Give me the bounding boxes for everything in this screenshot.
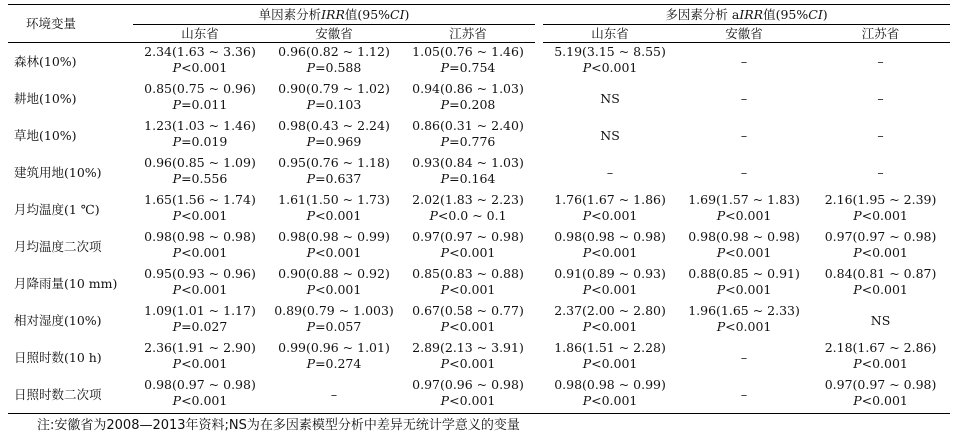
cell-p-value: P<0.001	[853, 393, 908, 408]
table-row	[8, 154, 950, 191]
table-cell	[133, 376, 267, 414]
cell-p-value: P=0.103	[306, 97, 362, 112]
cell-estimate: –	[330, 386, 338, 402]
table-row	[8, 117, 950, 154]
cell-p-value: P=0.027	[172, 319, 228, 334]
table-cell	[133, 265, 267, 302]
table-cell	[811, 376, 950, 414]
table-cell	[267, 191, 401, 228]
cell-p-value: P<0.001	[172, 208, 228, 223]
cell-p-value: P<0.001	[582, 208, 638, 223]
table-cell	[267, 265, 401, 302]
table-cell	[677, 339, 811, 376]
table-cell	[401, 43, 535, 81]
results-table	[8, 4, 950, 414]
cell-p-value: P<0.001	[582, 356, 638, 371]
cell-estimate: –	[740, 127, 748, 143]
table-cell	[677, 191, 811, 228]
cell-estimate: 2.02(1.83 ~ 2.23)	[412, 192, 524, 207]
column-gap	[535, 302, 543, 339]
cell-estimate: 2.89(2.13 ~ 3.91)	[412, 340, 524, 355]
table-cell	[811, 302, 950, 339]
table-cell	[543, 228, 677, 265]
cell-p-value: P<0.001	[440, 245, 496, 260]
cell-estimate: 0.85(0.83 ~ 0.88)	[412, 266, 524, 281]
table-cell	[543, 80, 677, 117]
cell-estimate: NS	[600, 127, 620, 143]
cell-p-value: P<0.001	[306, 245, 362, 260]
cell-p-value: P=0.274	[306, 356, 362, 371]
cell-p-value: P<0.001	[716, 319, 772, 334]
table-cell	[133, 339, 267, 376]
cell-estimate: –	[740, 349, 748, 365]
column-gap	[535, 154, 543, 191]
cell-estimate: 5.19(3.15 ~ 8.55)	[554, 44, 666, 59]
cell-estimate: 0.90(0.79 ~ 1.02)	[278, 81, 390, 96]
cell-estimate: –	[877, 90, 884, 106]
table-cell	[133, 191, 267, 228]
table-cell	[401, 154, 535, 191]
table-row	[8, 376, 950, 414]
cell-estimate: 2.16(1.95 ~ 2.39)	[824, 192, 937, 207]
cell-p-value: P<0.001	[172, 245, 228, 260]
cell-estimate: 1.23(1.03 ~ 1.46)	[144, 118, 256, 133]
table-cell	[811, 117, 950, 154]
table-row	[8, 80, 950, 117]
cell-p-value: P<0.001	[853, 282, 908, 297]
cell-p-value: P=0.754	[440, 60, 496, 75]
cell-p-value: P<0.001	[716, 245, 772, 260]
cell-estimate: 0.89(0.79 ~ 1.003)	[274, 303, 394, 318]
cell-estimate: 0.88(0.85 ~ 0.91)	[688, 266, 800, 281]
header-province: 安徽省	[677, 25, 811, 43]
row-label: 月均温度二次项	[14, 238, 102, 254]
cell-estimate: 2.36(1.91 ~ 2.90)	[144, 340, 256, 355]
row-label: 相对湿度(10%)	[14, 312, 102, 328]
cell-p-value: P<0.001	[172, 60, 228, 75]
table-cell	[543, 154, 677, 191]
table-cell	[543, 302, 677, 339]
cell-estimate: 1.05(0.76 ~ 1.46)	[412, 44, 524, 59]
cell-estimate: 0.95(0.76 ~ 1.18)	[278, 155, 390, 170]
cell-estimate: 0.98(0.98 ~ 0.99)	[278, 229, 390, 244]
cell-p-value: P<0.001	[306, 282, 362, 297]
table-cell	[133, 43, 267, 81]
table-cell	[401, 376, 535, 414]
cell-estimate: 1.61(1.50 ~ 1.73)	[278, 192, 390, 207]
cell-p-value: P<0.001	[306, 208, 362, 223]
table-row	[8, 339, 950, 376]
header-row-provinces	[8, 25, 950, 43]
cell-estimate: 0.97(0.97 ~ 0.98)	[824, 377, 937, 392]
cell-estimate: –	[740, 164, 748, 180]
row-label: 草地(10%)	[14, 127, 77, 143]
cell-p-value: P<0.001	[582, 245, 638, 260]
table-cell	[267, 302, 401, 339]
table-footnote: 注:安徽省为2008—2013年资料;NS为在多因素模型分析中差异无统计学意义的变量	[37, 418, 520, 433]
table-cell	[401, 191, 535, 228]
table-cell	[677, 302, 811, 339]
column-gap	[535, 228, 543, 265]
table-cell	[677, 117, 811, 154]
table-cell	[133, 302, 267, 339]
cell-estimate: 0.97(0.96 ~ 0.98)	[412, 377, 524, 392]
row-label: 建筑用地(10%)	[14, 164, 102, 180]
cell-estimate: 0.67(0.58 ~ 0.77)	[412, 303, 524, 318]
column-gap	[535, 265, 543, 302]
table-cell	[811, 154, 950, 191]
table-cell	[133, 154, 267, 191]
cell-estimate: 0.85(0.75 ~ 0.96)	[144, 81, 256, 96]
cell-estimate: 2.18(1.67 ~ 2.86)	[824, 340, 937, 355]
table-cell	[677, 80, 811, 117]
cell-estimate: 0.98(0.98 ~ 0.98)	[554, 229, 666, 244]
table-cell	[677, 265, 811, 302]
table-cell	[543, 265, 677, 302]
cell-estimate: NS	[600, 90, 620, 106]
table-cell	[543, 43, 677, 81]
cell-p-value: P<0.001	[172, 393, 228, 408]
cell-estimate: 0.98(0.43 ~ 2.24)	[278, 118, 390, 133]
cell-p-value: P<0.001	[853, 208, 908, 223]
table-row	[8, 302, 950, 339]
table-cell	[811, 228, 950, 265]
table-cell	[401, 117, 535, 154]
table-cell	[811, 265, 950, 302]
header-province: 山东省	[543, 25, 677, 43]
header-province: 安徽省	[267, 25, 401, 43]
cell-estimate: 0.96(0.85 ~ 1.09)	[144, 155, 256, 170]
table-row	[8, 265, 950, 302]
table-cell	[811, 43, 950, 81]
table-cell	[677, 228, 811, 265]
table-row	[8, 191, 950, 228]
table-row	[8, 228, 950, 265]
cell-estimate: 0.91(0.89 ~ 0.93)	[554, 266, 666, 281]
row-label: 日照时数二次项	[8, 376, 133, 414]
row-label: 耕地(10%)	[14, 90, 77, 106]
cell-estimate: 1.96(1.65 ~ 2.33)	[688, 303, 800, 318]
cell-estimate: 1.76(1.67 ~ 1.86)	[554, 192, 666, 207]
cell-estimate: 1.09(1.01 ~ 1.17)	[144, 303, 256, 318]
header-multivariate: 多因素分析 aIRR值(95%CI)	[543, 5, 950, 25]
cell-estimate: 0.99(0.96 ~ 1.01)	[278, 340, 390, 355]
cell-estimate: 0.98(0.97 ~ 0.98)	[144, 377, 256, 392]
cell-estimate: 0.86(0.31 ~ 2.40)	[412, 118, 524, 133]
cell-p-value: P=0.011	[172, 97, 228, 112]
table-cell	[543, 191, 677, 228]
cell-p-value: P=0.019	[172, 134, 228, 149]
header-gap	[535, 25, 543, 43]
cell-estimate: –	[740, 90, 748, 106]
table-cell	[811, 80, 950, 117]
cell-estimate: –	[606, 164, 614, 180]
table-cell	[811, 339, 950, 376]
table-cell	[267, 154, 401, 191]
header-variable: 环境变量	[8, 5, 133, 43]
cell-p-value: P<0.001	[440, 356, 496, 371]
cell-estimate: 0.94(0.86 ~ 1.03)	[412, 81, 524, 96]
cell-estimate: 0.84(0.81 ~ 0.87)	[824, 266, 937, 281]
column-gap	[535, 191, 543, 228]
table-cell	[677, 154, 811, 191]
table-cell	[677, 43, 811, 81]
cell-p-value: P<0.001	[853, 356, 908, 371]
table-cell	[133, 80, 267, 117]
column-gap	[535, 376, 543, 414]
table-cell	[543, 339, 677, 376]
cell-estimate: 0.98(0.98 ~ 0.98)	[688, 229, 800, 244]
cell-p-value: P<0.001	[582, 393, 638, 408]
table-cell	[543, 376, 677, 414]
cell-p-value: P<0.0 ~ 0.1	[429, 208, 507, 223]
cell-p-value: P=0.969	[306, 134, 362, 149]
column-gap	[535, 339, 543, 376]
cell-p-value: P<0.001	[440, 319, 496, 334]
table-cell	[401, 302, 535, 339]
column-gap	[535, 43, 543, 81]
cell-p-value: P<0.001	[582, 60, 638, 75]
cell-p-value: P<0.001	[440, 393, 496, 408]
table-cell	[543, 117, 677, 154]
cell-p-value: P<0.001	[172, 356, 228, 371]
table-cell	[267, 339, 401, 376]
cell-estimate: 0.93(0.84 ~ 1.03)	[412, 155, 524, 170]
cell-estimate: 1.65(1.56 ~ 1.74)	[144, 192, 256, 207]
table-cell	[677, 376, 811, 414]
header-province: 江苏省	[811, 25, 950, 43]
table-cell	[401, 80, 535, 117]
cell-estimate: 1.86(1.51 ~ 2.28)	[554, 340, 666, 355]
cell-p-value: P<0.001	[716, 282, 772, 297]
table-cell	[811, 191, 950, 228]
table-row	[8, 43, 950, 81]
header-univariate: 单因素分析IRR值(95%CI)	[133, 5, 535, 25]
header-gap	[535, 5, 543, 25]
cell-p-value: P=0.164	[440, 171, 496, 186]
cell-p-value: P=0.057	[306, 319, 362, 334]
row-label: 日照时数(10 h)	[14, 349, 102, 365]
cell-estimate: 0.97(0.97 ~ 0.98)	[412, 229, 524, 244]
column-gap	[535, 117, 543, 154]
cell-estimate: NS	[870, 312, 891, 328]
cell-p-value: P<0.001	[716, 208, 772, 223]
cell-estimate: 0.96(0.82 ~ 1.12)	[278, 44, 390, 59]
cell-estimate: –	[877, 164, 884, 180]
header-province: 山东省	[133, 25, 267, 43]
cell-estimate: –	[740, 53, 748, 69]
table-cell	[401, 339, 535, 376]
table-cell	[267, 80, 401, 117]
cell-p-value: P=0.208	[440, 97, 496, 112]
table-cell	[267, 117, 401, 154]
cell-estimate: –	[740, 386, 748, 402]
header-row-groups	[8, 5, 950, 25]
header-province: 江苏省	[401, 25, 535, 43]
row-label: 月均温度(1 ℃)	[14, 201, 100, 217]
cell-estimate: –	[877, 53, 884, 69]
cell-p-value: P=0.556	[172, 171, 228, 186]
row-label: 月降雨量(10 mm)	[14, 275, 118, 291]
cell-p-value: P<0.001	[582, 319, 638, 334]
cell-estimate: –	[877, 127, 884, 143]
cell-p-value: P=0.637	[306, 171, 362, 186]
table-cell	[267, 43, 401, 81]
cell-estimate: 0.98(0.98 ~ 0.98)	[144, 229, 256, 244]
column-gap	[535, 80, 543, 117]
table-cell	[401, 228, 535, 265]
table-cell	[267, 376, 401, 414]
table-cell	[401, 265, 535, 302]
cell-estimate: 1.69(1.57 ~ 1.83)	[688, 192, 800, 207]
cell-p-value: P<0.001	[440, 282, 496, 297]
table-cell	[133, 228, 267, 265]
cell-estimate: 0.90(0.88 ~ 0.92)	[278, 266, 390, 281]
cell-p-value: P<0.001	[853, 245, 908, 260]
cell-p-value: P<0.001	[582, 282, 638, 297]
cell-p-value: P=0.588	[306, 60, 362, 75]
cell-estimate: 0.97(0.97 ~ 0.98)	[824, 229, 937, 244]
table-cell	[133, 117, 267, 154]
cell-estimate: 2.34(1.63 ~ 3.36)	[144, 44, 256, 59]
cell-estimate: 0.98(0.98 ~ 0.99)	[554, 377, 666, 392]
cell-estimate: 2.37(2.00 ~ 2.80)	[554, 303, 666, 318]
row-label: 森林(10%)	[14, 53, 77, 69]
cell-estimate: 0.95(0.93 ~ 0.96)	[144, 266, 256, 281]
cell-p-value: P=0.776	[440, 134, 496, 149]
cell-p-value: P<0.001	[172, 282, 228, 297]
table-cell	[267, 228, 401, 265]
